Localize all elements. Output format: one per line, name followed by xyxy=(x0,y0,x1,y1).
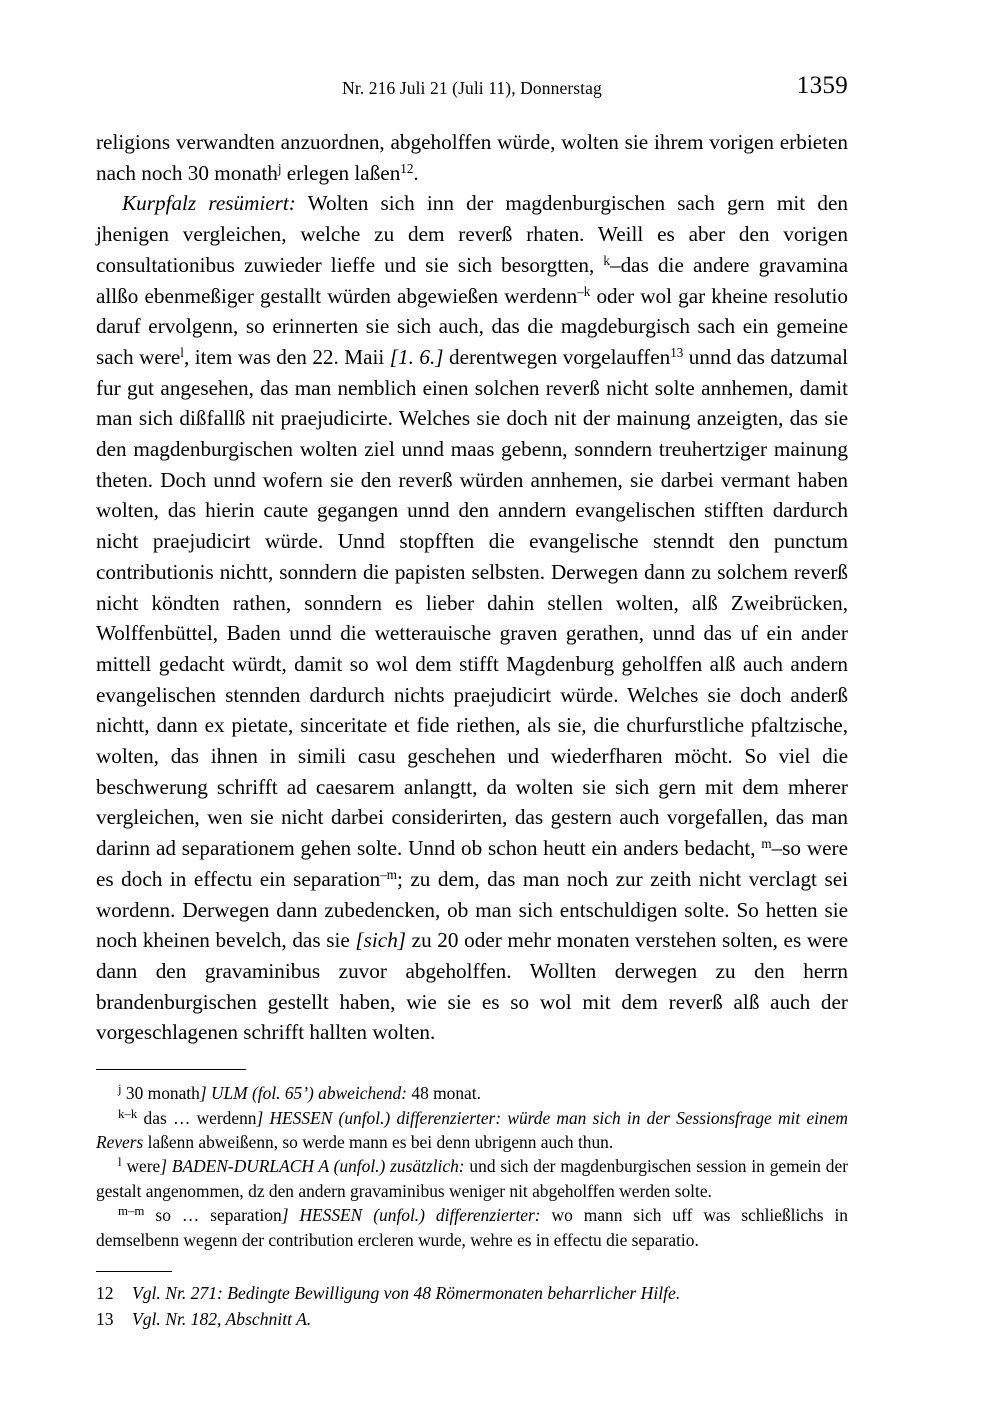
text-run: laßenn abweißenn, so werde mann es bei denn ubrigenn auch thun. xyxy=(143,1131,614,1152)
text-run: das … werdenn xyxy=(137,1107,257,1128)
running-head-title: Nr. 216 Juli 21 (Juli 11), Donnerstag xyxy=(342,78,602,98)
italic-run: ] xyxy=(160,1156,172,1177)
running-head xyxy=(96,72,848,110)
text-run: so … separation xyxy=(144,1205,282,1226)
text-run: unnd das datzumal fur gut angesehen, das man nemblich einen solchen reverß nicht solte annhemen, damit man sich dißfallß nit praejudicirte. Welches sie doch nit der mainung anzeigten, das sie den magdenburgischen wolten ziel unnd maas gebenn, sonndern treuhertziger mainung theten. Doch unnd wofern sie den reverß würden annhemen, sie darbei vermant haben wolten, das hierin caute gegangen unnd den anndern evangelischen stifften dardurch nicht praejudicirt würde. Unnd stopfften die evangelische stenndt den punctum contributionis nichtt, sonndern die papisten selbsten. Derwegen dann zu solchem reverß nicht köndten rathen, sonndern es lieber dahin stellen wolten, alß Zweibrücken, Wolffenbüttel, Baden unnd die wetterauische graven gerathen, unnd das uf ein ander mittell gedacht würdt, damit so wol dem stifft Magdenburg geholffen alß auch andern evangelischen stennden dardurch nichts praejudicirt würde. Welches sie doch anderß nichtt, dann ex pietate, sinceritate et fide riethen, als sie, die churfurstliche pfaltzische, wolten, das ihnen in simili casu geschehen und wiederfharen möcht. So viel die beschwerung schrifft ad caesarem anlangtt, da wolten sie sich gern mit dem mherer vergleichen, wen sie nicht darbei considerirten, das gestern auch vorgefallen, das man darinn ad separationem gehen solte. Unnd ob schon heutt ein anders bedacht, xyxy=(96,344,849,861)
apparatus-marker: m xyxy=(761,836,772,852)
text-run: . xyxy=(413,160,419,185)
apparatus-letter-marker: m–m xyxy=(118,1204,145,1219)
footnote-number: 12 xyxy=(96,1282,114,1303)
italic-run: ] xyxy=(256,1107,270,1128)
text-run: Wolten sich inn der magdenburgischen sach gern mit den jhenigen vergleichen, welche zu dem reverß rhaten. Weill es aber den vorigen consultationibus zuwieder lieffe und sie sich besorgtten, xyxy=(96,191,848,277)
italic-run: Kurpfalz resümiert: xyxy=(122,191,296,216)
apparatus-letter-entry xyxy=(96,1106,848,1155)
apparatus-letter-entry xyxy=(96,1154,848,1203)
footnote-entry xyxy=(96,1281,848,1307)
apparatus-letter-marker: j xyxy=(118,1082,122,1097)
italic-run: [1. 6.] xyxy=(389,344,444,369)
text-run: erlegen laßen xyxy=(281,160,401,185)
text-run: were xyxy=(121,1156,161,1177)
apparatus-marker: k xyxy=(603,252,610,268)
text-run: wo mann sich uff was schließlichs in demselbenn wegenn der contribution ercleren wurde, wehre es in effectu die separatio. xyxy=(96,1205,849,1250)
body-paragraph xyxy=(96,127,848,188)
apparatus-marker: l xyxy=(180,345,184,361)
body-paragraph xyxy=(96,188,848,1048)
apparatus-letter-entry xyxy=(96,1081,848,1105)
apparatus-numbers xyxy=(96,1281,848,1332)
italic-run: HESSEN (unfol.) differenzierter: würde man sich in der Sessionsfrage mit einem Revers xyxy=(96,1107,848,1152)
footnote-entry xyxy=(96,1307,848,1333)
apparatus-numbers-rule xyxy=(96,1271,172,1272)
apparatus-letters xyxy=(96,1081,848,1252)
text-run: –das die andere gravamina allßo ebenmeßiger gestallt würden abgewießen werdenn xyxy=(96,252,848,308)
footnote-reference: 12 xyxy=(400,160,414,176)
text-run: und sich der magdenburgischen session in gemein der gestalt angenommen, dz den andern gravaminibus weniger nit abgeholffen werden solte. xyxy=(96,1156,848,1201)
italic-run: ] xyxy=(281,1205,300,1226)
page-number: 1359 xyxy=(796,72,848,99)
footnote-text: Vgl. Nr. 271: Bedingte Bewilligung von 48 Römermonaten beharrlicher Hilfe. xyxy=(132,1282,681,1303)
italic-run: BADEN-DURLACH A (unfol.) zusätzlich: xyxy=(171,1156,465,1177)
apparatus-marker: –m xyxy=(380,867,397,883)
italic-run: ] xyxy=(199,1083,211,1104)
apparatus-letter-entry xyxy=(96,1203,848,1252)
apparatus-letters-rule xyxy=(96,1069,246,1070)
italic-run: HESSEN (unfol.) differenzierter: xyxy=(299,1205,541,1226)
text-run: religions verwandten anzuordnen, abgeholffen würde, wolten sie ihrem vorigen erbieten nach noch 30 monath xyxy=(96,130,848,185)
text-run: 48 monat. xyxy=(407,1083,481,1104)
text-run: ; zu dem, das man noch zur zeith nicht verclagt sei wordenn. Derwegen dann zubedencken, ob man sich entschuldigen solte. So hetten sie noch kheinen bevelch, das sie xyxy=(96,866,848,953)
apparatus-letter-marker: k–k xyxy=(118,1106,138,1121)
body-text xyxy=(96,127,848,1048)
italic-run: [sich] xyxy=(355,928,407,953)
text-run: zu 20 oder mehr monaten verstehen solten, es were dann den gravaminibus zuvor abgeholffen. Wollten derwegen zu den herrn brandenburgischen gestellt haben, wie sie es so wol mit dem reverß alß auch der vorgeschlagenen schrifft hallten wolten. xyxy=(96,928,848,1045)
apparatus-letter-marker: l xyxy=(118,1155,122,1170)
footnote-reference: 13 xyxy=(670,345,684,361)
footnote-text: Vgl. Nr. 182, Abschnitt A. xyxy=(132,1308,312,1329)
footnote-number: 13 xyxy=(96,1308,114,1329)
apparatus-marker: j xyxy=(277,160,282,176)
text-run: oder wol gar kheine resolutio daruf ervolgenn, so erinnerten sie sich auch, das die magdeburgisch sach ein gemeine sach were xyxy=(96,283,848,369)
text-run: derentwegen vorgelauffen xyxy=(443,344,671,369)
page-content xyxy=(96,72,849,1332)
text-run: 30 monath xyxy=(121,1083,200,1104)
text-run: –so were es doch in effectu ein separation xyxy=(96,836,848,891)
text-run: , item was den 22. Maii xyxy=(183,344,390,369)
apparatus-marker: –k xyxy=(577,283,591,299)
italic-run: ULM (fol. 65’) abweichend: xyxy=(210,1083,408,1104)
